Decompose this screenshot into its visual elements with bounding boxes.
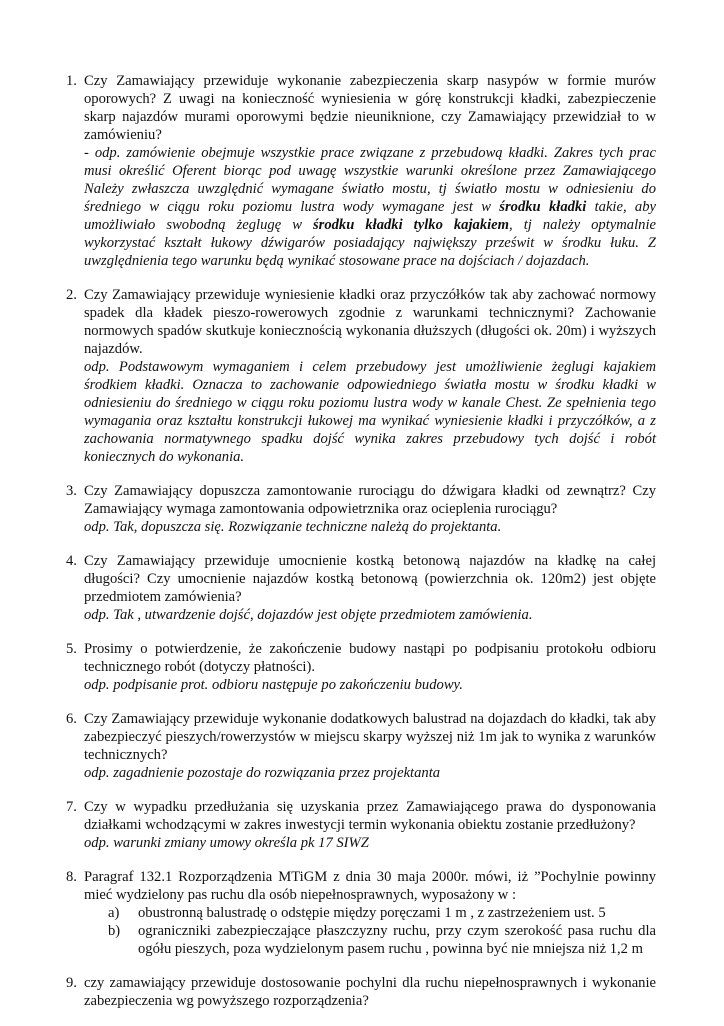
item-number: 7. (66, 799, 77, 815)
list-item-4 (66, 552, 656, 624)
list-item-2 (66, 286, 656, 466)
item-number: 4. (66, 553, 77, 569)
item-number: 6. (66, 711, 77, 727)
item-number: 3. (66, 483, 77, 499)
item-number: 5. (66, 641, 77, 657)
answer-text (84, 144, 656, 270)
answer-part: takie, aby umożliwiało swobodną żeglugę w (84, 199, 656, 233)
item-number: 8. (66, 869, 77, 885)
question-text: Czy Zamawiający przewiduje wykonanie dodatkowych balustrad na dojazdach do kładki, tak aby zabezpieczyć pieszych/rowerzystów w miejscu skarpy wyższej niż 1m jak to wynika z warunków technicznych? (84, 711, 656, 763)
item-number: 1. (66, 73, 77, 89)
item-number: 2. (66, 287, 77, 303)
question-text: Czy Zamawiający przewiduje wykonanie zabezpieczenia skarp nasypów w formie murów oporowych? Z uwagi na konieczność wyniesienia w górę konstrukcji kładki, zabezpieczenie skarp najazdów murami oporowymi będzie nieuniknione, czy Zamawiający przewidział to w zamówieniu? (84, 73, 656, 143)
list-item-5 (66, 640, 656, 694)
question-text: Czy Zamawiający przewiduje umocnienie kostką betonową najazdów na kładkę na całej długości? Czy umocnienie najazdów kostką betonową (powierzchnia ok. 120m2) jest objęte przedmiotem zamówienia? (84, 553, 656, 605)
sub-item-a (108, 904, 656, 922)
sub-item-label: a) (108, 905, 120, 921)
qa-list (66, 72, 656, 1026)
answer-text: odp. Tak , utwardzenie dojść, dojazdów jest objęte przedmiotem zamówienia. (84, 607, 533, 623)
sub-item-text: obustronną balustradę o odstępie między poręczami 1 m , z zastrzeżeniem ust. 5 (138, 905, 606, 921)
answer-text: odp. Tak, dopuszcza się. Rozwiązanie techniczne należą do projektanta. (84, 519, 502, 535)
question-text: czy zamawiający przewiduje dostosowanie pochylni dla ruchu niepełnosprawnych i wykonanie zabezpieczenia wg powyższego rozporządzenia? (84, 975, 656, 1009)
answer-emphasis: środku kładki tylko kajakiem (312, 217, 510, 233)
list-item-8 (66, 868, 656, 958)
list-item-7 (66, 798, 656, 852)
answer-part: - odp. zamówienie obejmuje wszystkie prace związane z przebudową kładki. Zakres tych prac musi określić Oferent biorąc pod uwagę wszystkie warunki określone przez Zamawiającego Należy zwłaszcza uwzględnić wymagane światło mostu, tj światło mostu w odniesieniu do średniego w ciągu roku poziomu lustra wody wymagane jest w (84, 145, 656, 215)
answer-text: odp. warunki zmiany umowy określa pk 17 SIWZ (84, 835, 369, 851)
question-text: Czy Zamawiający dopuszcza zamontowanie rurociągu do dźwigara kładki od zewnątrz? Czy Zamawiający wymaga zamontowania odpowietrznika oraz ocieplenia rurociągu? (84, 483, 656, 517)
question-text: Czy w wypadku przedłużania się uzyskania przez Zamawiającego prawa do dysponowania działkami wchodzącymi w zakres inwestycji termin wykonania obiektu zostanie przedłużony? (84, 799, 656, 833)
answer-emphasis: środku kładki (499, 199, 587, 215)
answer-text: odp. Podstawowym wymaganiem i celem przebudowy jest umożliwienie żeglugi kajakiem środkiem kładki. Oznacza to zachowanie odpowiedniego światła mostu w środku kładki w odniesieniu do średniego w ciągu roku poziomu lustra wody w kanale Chest. Ze spełnienia tego wymagania oraz kształtu konstrukcji łukowej ma wynikać wyniesienie kładki i przyczółków, a z zachowania normatywnego spadku dojść wynika zakres przebudowy tych dojść i robót koniecznych do wykonania. (84, 359, 656, 465)
sub-item-b (108, 922, 656, 958)
sub-item-text: ograniczniki zabezpieczające płaszczyzny ruchu, przy czym szerokość pasa ruchu dla ogółu pieszych, poza wydzielonym pasem ruchu , powinna być nie mniejsza niż 1,2 m (138, 923, 656, 957)
list-item-1 (66, 72, 656, 270)
question-text: Czy Zamawiający przewiduje wyniesienie kładki oraz przyczółków tak aby zachować normowy spadek dla kładek pieszo-rowerowych zgodnie z warunkami technicznymi? Zachowanie normowych spadów skutkuje koniecznością wykonania dłuższych (długości ok. 20m) i wyższych najazdów. (84, 287, 656, 357)
list-item-9 (66, 974, 656, 1010)
item-number: 9. (66, 975, 77, 991)
list-item-3 (66, 482, 656, 536)
list-item-6 (66, 710, 656, 782)
question-text: Prosimy o potwierdzenie, że zakończenie budowy nastąpi po podpisaniu protokołu odbioru technicznego robót (dotyczy płatności). (84, 641, 656, 675)
answer-text: odp. zagadnienie pozostaje do rozwiązania przez projektanta (84, 765, 441, 781)
question-text: Paragraf 132.1 Rozporządzenia MTiGM z dnia 30 maja 2000r. mówi, iż ”Pochylnie powinny mieć wydzielony pas ruchu dla osób niepełnosprawnych, wyposażony w : (84, 869, 656, 903)
answer-text: odp. podpisanie prot. odbioru następuje po zakończeniu budowy. (84, 677, 463, 693)
answer-part: , tj należy optymalnie wykorzystać kształt łukowy dźwigarów posiadający największy prześwit w środku łuku. Z uwzględnienia tego warunku będą wynikać stosowane prace na dojściach / dojazdach. (84, 217, 656, 269)
sub-item-label: b) (108, 923, 121, 939)
